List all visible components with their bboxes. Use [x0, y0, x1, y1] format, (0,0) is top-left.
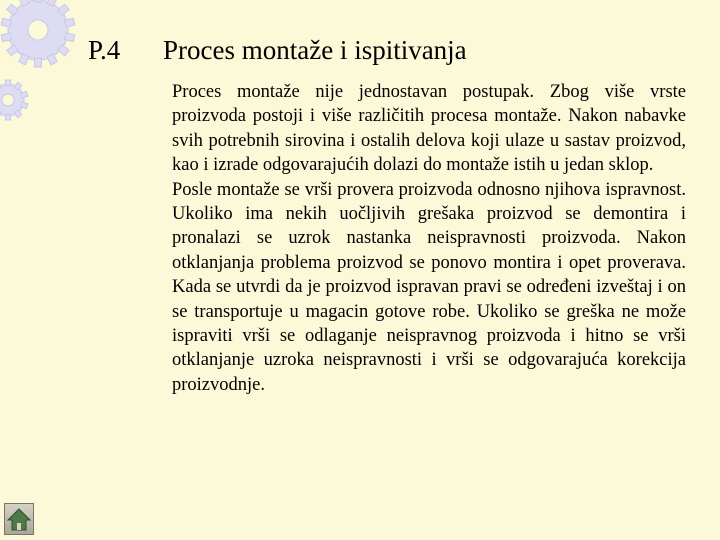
gear-icon — [1, 0, 75, 67]
slide-number: P.4 — [88, 35, 121, 65]
paragraph: Posle montaže se vrši provera proizvoda odnosno njihova ispravnost. Ukoliko ima nekih uočljivih grešaka proizvod se demontira i pronalazi se uzrok nastanka neispravnosti proizvoda. Nakon otklanjanja problema proizvod se ponovo montira i opet proverava. Kada se utvrdi da je proizvod ispravan pravi se određeni izveštaj i on se transportuje u magacin gotove robe. Ukoliko se greška ne može ispraviti vrši se odlaganje neispravnog proizvoda i hitno se vrši otklanjanje uzroka neispravnosti i vrši se odgovarajuća korekcija proizvodnje. — [172, 179, 686, 395]
slide-title: Proces montaže i ispitivanja — [163, 35, 467, 65]
body-text — [172, 80, 686, 397]
paragraph: Proces montaže nije jednostavan postupak. Zbog više vrste proizvoda postoji i više različitih procesa montaže. Nakon nabavke svih potrebnih sirovina i ostalih delova koji ulaze u sastav proizvod, kao i izrade odgovarajućih dolazi do montaže istih u jedan sklop. — [172, 82, 686, 176]
home-icon — [5, 504, 33, 534]
home-button[interactable] — [4, 503, 34, 535]
gear-icon — [0, 80, 28, 120]
